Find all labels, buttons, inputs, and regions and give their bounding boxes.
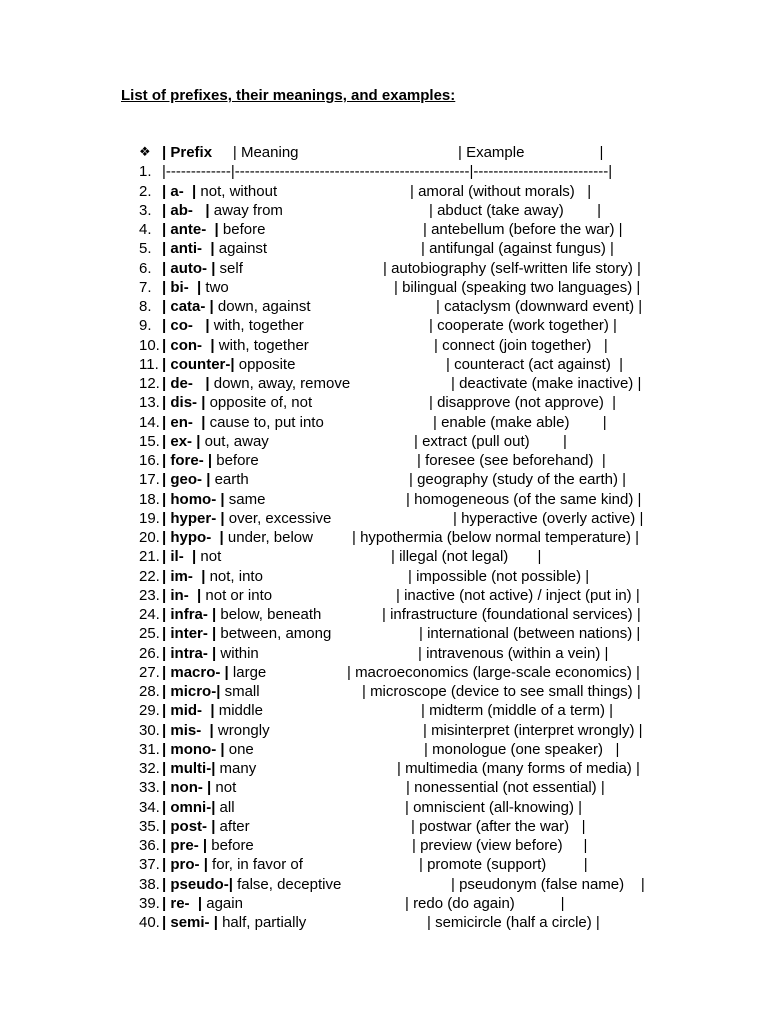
prefix-term: | pro- | bbox=[162, 856, 208, 874]
prefix-term: | intra- | bbox=[162, 644, 217, 662]
prefix-term: | dis- | bbox=[162, 394, 206, 412]
prefix-meaning bbox=[162, 759, 256, 778]
example-text: | misinterpret (interpret wrongly) | bbox=[423, 721, 643, 739]
header-prefix: | Prefix bbox=[162, 144, 213, 161]
row-number: 10. bbox=[139, 336, 160, 354]
meaning-text: between, among bbox=[216, 625, 332, 643]
prefix-meaning bbox=[162, 836, 254, 855]
row-number: 38. bbox=[139, 875, 160, 893]
meaning-text: down, away, remove bbox=[209, 375, 351, 392]
prefix-term: | pre- | bbox=[162, 837, 208, 854]
prefix-meaning bbox=[162, 586, 272, 605]
meaning-text: not, without bbox=[196, 182, 278, 200]
example-text: | enable (make able) | bbox=[433, 413, 607, 431]
row-number: 3. bbox=[139, 201, 152, 219]
meaning-text: with, together bbox=[209, 317, 304, 335]
example-text: | midterm (middle of a term) | bbox=[421, 702, 613, 720]
meaning-text: under, below bbox=[223, 529, 313, 546]
row-number: 25. bbox=[139, 625, 160, 643]
prefix-meaning bbox=[162, 894, 243, 913]
meaning-text: large bbox=[228, 663, 267, 681]
example-text: | amoral (without morals) | bbox=[410, 182, 592, 200]
prefix-meaning bbox=[162, 778, 236, 797]
meaning-text: two bbox=[201, 278, 229, 296]
meaning-text: against bbox=[214, 240, 268, 258]
list-item bbox=[0, 547, 768, 566]
list-item bbox=[0, 355, 768, 374]
list-item bbox=[0, 220, 768, 239]
meaning-text: one bbox=[224, 740, 254, 758]
list-item bbox=[0, 567, 768, 586]
prefix-meaning bbox=[162, 451, 259, 470]
list-item bbox=[0, 875, 768, 894]
separator-line: |-------------|-----------------------------------------------|---------------------------| bbox=[162, 163, 613, 181]
prefix-term: | ex- | bbox=[162, 432, 201, 450]
prefix-term: | fore- | bbox=[162, 452, 213, 469]
example-text: | international (between nations) | bbox=[419, 625, 641, 643]
list-item bbox=[0, 201, 768, 220]
list-item bbox=[0, 336, 768, 355]
prefix-term: | geo- | bbox=[162, 471, 211, 489]
list-item bbox=[0, 528, 768, 547]
prefix-term: | hyper- | bbox=[162, 509, 225, 527]
example-text: | extract (pull out) | bbox=[414, 432, 567, 450]
prefix-term: | in- | bbox=[162, 586, 202, 604]
meaning-text: self bbox=[215, 259, 243, 277]
example-text: | omniscient (all-knowing) | bbox=[405, 798, 583, 816]
prefix-list bbox=[0, 143, 768, 932]
prefix-term: | post- | bbox=[162, 817, 216, 835]
list-item bbox=[0, 239, 768, 258]
row-number: 30. bbox=[139, 721, 160, 739]
prefix-term: | ante- | bbox=[162, 221, 219, 238]
prefix-term: | auto- | bbox=[162, 259, 216, 277]
list-item bbox=[0, 701, 768, 720]
list-item bbox=[0, 913, 768, 932]
row-number: 8. bbox=[139, 298, 152, 315]
example-text: | antebellum (before the war) | bbox=[423, 221, 623, 238]
example-text: | illegal (not legal) | bbox=[391, 548, 542, 566]
example-text: | homogeneous (of the same kind) | bbox=[406, 490, 642, 508]
row-number: 18. bbox=[139, 490, 160, 508]
meaning-text: down, against bbox=[213, 298, 311, 315]
row-number: 32. bbox=[139, 760, 160, 777]
prefix-meaning bbox=[162, 855, 303, 874]
list-item bbox=[0, 740, 768, 759]
prefix-meaning bbox=[162, 798, 235, 817]
meaning-text: before bbox=[212, 452, 259, 469]
meaning-text: not bbox=[211, 779, 237, 797]
row-number: 11. bbox=[139, 355, 159, 373]
header-example: | Example | bbox=[458, 144, 604, 161]
prefix-term: | pseudo-| bbox=[162, 875, 233, 893]
list-item bbox=[0, 490, 768, 509]
example-text: | bilingual (speaking two languages) | bbox=[394, 278, 641, 296]
prefix-term: | de- | bbox=[162, 375, 210, 392]
row-number: 21. bbox=[139, 548, 160, 566]
prefix-term: | a- | bbox=[162, 182, 197, 200]
meaning-text: earth bbox=[210, 471, 249, 489]
example-text: | multimedia (many forms of media) | bbox=[397, 760, 640, 777]
meaning-text: false, deceptive bbox=[232, 875, 342, 893]
list-item bbox=[0, 624, 768, 643]
meaning-text: again bbox=[202, 894, 243, 912]
example-text: | foresee (see beforehand) | bbox=[417, 452, 606, 469]
list-item bbox=[0, 644, 768, 663]
example-text: | hyperactive (overly active) | bbox=[453, 509, 644, 527]
row-number: 15. bbox=[139, 432, 160, 450]
list-item bbox=[0, 374, 768, 393]
prefix-meaning bbox=[162, 374, 350, 393]
row-number: 12. bbox=[139, 375, 160, 392]
list-item bbox=[0, 509, 768, 528]
row-number: 40. bbox=[139, 914, 160, 931]
meaning-text: wrongly bbox=[213, 721, 270, 739]
prefix-meaning bbox=[162, 259, 243, 278]
prefix-meaning bbox=[162, 624, 331, 643]
prefix-term: | ab- | bbox=[162, 201, 210, 219]
list-item bbox=[0, 682, 768, 701]
prefix-meaning bbox=[162, 663, 266, 682]
list-item bbox=[0, 663, 768, 682]
prefix-meaning bbox=[162, 644, 259, 663]
header-meaning: | Meaning bbox=[212, 144, 299, 161]
row-number: 28. bbox=[139, 683, 160, 700]
meaning-text: below, beneath bbox=[216, 606, 322, 623]
row-number: 37. bbox=[139, 856, 160, 874]
row-number: 27. bbox=[139, 663, 160, 681]
row-number: 14. bbox=[139, 413, 160, 431]
row-number: 34. bbox=[139, 798, 160, 816]
prefix-meaning bbox=[162, 316, 304, 335]
example-text: | intravenous (within a vein) | bbox=[418, 644, 609, 662]
meaning-text: not or into bbox=[201, 586, 273, 604]
list-item bbox=[0, 278, 768, 297]
prefix-term: | inter- | bbox=[162, 625, 217, 643]
prefix-meaning bbox=[162, 567, 263, 586]
list-item bbox=[0, 721, 768, 740]
meaning-text: middle bbox=[214, 702, 263, 720]
prefix-term: | infra- | bbox=[162, 606, 217, 623]
prefix-term: | homo- | bbox=[162, 490, 225, 508]
example-text: | antifungal (against fungus) | bbox=[421, 240, 614, 258]
list-item bbox=[0, 451, 768, 470]
meaning-text: all bbox=[215, 798, 235, 816]
header-row bbox=[0, 143, 768, 162]
example-text: | deactivate (make inactive) | bbox=[451, 375, 642, 392]
prefix-meaning bbox=[162, 182, 277, 201]
meaning-text: cause to, put into bbox=[205, 413, 324, 431]
row-number: 7. bbox=[139, 278, 152, 296]
prefix-term: | cata- | bbox=[162, 298, 214, 315]
example-text: | counteract (act against) | bbox=[446, 355, 624, 373]
prefix-term: | counter-| bbox=[162, 355, 235, 373]
meaning-text: with, together bbox=[214, 336, 309, 354]
meaning-text: for, in favor of bbox=[207, 856, 303, 874]
example-text: | impossible (not possible) | bbox=[408, 567, 590, 585]
meaning-text: not bbox=[196, 548, 222, 566]
row-number: 31. bbox=[139, 740, 160, 758]
example-text: | promote (support) | bbox=[419, 856, 588, 874]
row-number: 20. bbox=[139, 529, 160, 546]
row-number: 17. bbox=[139, 471, 160, 489]
prefix-meaning bbox=[162, 297, 310, 316]
example-text: | semicircle (half a circle) | bbox=[427, 914, 600, 931]
prefix-meaning bbox=[162, 740, 254, 759]
prefix-meaning bbox=[162, 721, 270, 740]
row-number: 1. bbox=[139, 163, 152, 181]
example-text: | infrastructure (foundational services) | bbox=[382, 606, 641, 623]
list-item bbox=[0, 605, 768, 624]
list-item bbox=[0, 798, 768, 817]
list-item bbox=[0, 259, 768, 278]
row-number: 33. bbox=[139, 779, 160, 797]
example-text: | monologue (one speaker) | bbox=[424, 740, 620, 758]
row-number: 4. bbox=[139, 221, 152, 238]
prefix-term: | hypo- | bbox=[162, 529, 224, 546]
meaning-text: before bbox=[207, 837, 254, 854]
example-text: | inactive (not active) / inject (put in) | bbox=[396, 586, 640, 604]
meaning-text: opposite of, not bbox=[205, 394, 313, 412]
prefix-meaning bbox=[162, 355, 295, 374]
meaning-text: half, partially bbox=[217, 914, 307, 931]
meaning-text: before bbox=[218, 221, 266, 238]
row-number: 13. bbox=[139, 394, 160, 412]
row-number: 5. bbox=[139, 240, 152, 258]
prefix-meaning bbox=[162, 393, 312, 412]
prefix-term: | co- | bbox=[162, 317, 210, 335]
document-title: List of prefixes, their meanings, and examples: bbox=[121, 87, 456, 104]
meaning-text: away from bbox=[209, 201, 283, 219]
row-number: 36. bbox=[139, 837, 160, 854]
list-item bbox=[0, 894, 768, 913]
prefix-term: | multi-| bbox=[162, 760, 216, 777]
row-number: 6. bbox=[139, 259, 152, 277]
row-number: 23. bbox=[139, 586, 160, 604]
prefix-meaning bbox=[162, 220, 265, 239]
list-item bbox=[0, 778, 768, 797]
prefix-meaning bbox=[162, 278, 229, 297]
prefix-meaning bbox=[162, 528, 313, 547]
list-item bbox=[0, 586, 768, 605]
prefix-term: | mid- | bbox=[162, 702, 215, 720]
row-number: 22. bbox=[139, 567, 160, 585]
list-item bbox=[0, 470, 768, 489]
row-number: 9. bbox=[139, 317, 152, 335]
row-number: 26. bbox=[139, 644, 160, 662]
prefix-term: | re- | bbox=[162, 894, 203, 912]
prefix-term: | semi- | bbox=[162, 914, 218, 931]
example-text: | pseudonym (false name) | bbox=[451, 875, 645, 893]
diamond-bullet-icon: ❖ bbox=[139, 145, 151, 160]
example-text: | connect (join together) | bbox=[434, 336, 608, 354]
example-text: | geography (study of the earth) | bbox=[409, 471, 627, 489]
list-item bbox=[0, 836, 768, 855]
prefix-term: | mis- | bbox=[162, 721, 214, 739]
example-text: | cataclysm (downward event) | bbox=[436, 298, 643, 315]
example-text: | macroeconomics (large-scale economics) | bbox=[347, 663, 640, 681]
prefix-meaning bbox=[162, 413, 324, 432]
list-item bbox=[0, 413, 768, 432]
list-item bbox=[0, 297, 768, 316]
prefix-term: | anti- | bbox=[162, 240, 215, 258]
meaning-text: within bbox=[216, 644, 259, 662]
meaning-text: many bbox=[215, 760, 257, 777]
example-text: | postwar (after the war) | bbox=[411, 817, 586, 835]
prefix-meaning bbox=[162, 490, 265, 509]
row-number: 19. bbox=[139, 509, 160, 527]
row-number: 24. bbox=[139, 606, 160, 623]
list-item bbox=[0, 759, 768, 778]
row-number: 39. bbox=[139, 894, 160, 912]
prefix-meaning bbox=[162, 201, 283, 220]
prefix-meaning bbox=[162, 913, 306, 932]
list-item bbox=[0, 182, 768, 201]
example-text: | abduct (take away) | bbox=[429, 201, 602, 219]
prefix-meaning bbox=[162, 817, 250, 836]
example-text: | autobiography (self-written life story) | bbox=[383, 259, 641, 277]
prefix-term: | micro-| bbox=[162, 683, 221, 700]
prefix-meaning bbox=[162, 470, 249, 489]
prefix-term: | im- | bbox=[162, 567, 206, 585]
prefix-term: | con- | bbox=[162, 336, 215, 354]
prefix-meaning bbox=[162, 239, 267, 258]
row-number: 16. bbox=[139, 452, 160, 469]
list-item bbox=[0, 855, 768, 874]
prefix-meaning bbox=[162, 547, 221, 566]
meaning-text: small bbox=[220, 683, 260, 700]
meaning-text: after bbox=[215, 817, 250, 835]
meaning-text: out, away bbox=[200, 432, 269, 450]
meaning-text: opposite bbox=[234, 355, 296, 373]
prefix-meaning bbox=[162, 432, 269, 451]
example-text: | cooperate (work together) | bbox=[429, 317, 617, 335]
meaning-text: same bbox=[224, 490, 266, 508]
list-item bbox=[0, 432, 768, 451]
list-item bbox=[0, 316, 768, 335]
prefix-term: | il- | bbox=[162, 548, 197, 566]
prefix-term: | mono- | bbox=[162, 740, 225, 758]
example-text: | disapprove (not approve) | bbox=[429, 394, 617, 412]
prefix-meaning bbox=[162, 509, 331, 528]
example-text: | nonessential (not essential) | bbox=[406, 779, 605, 797]
prefix-meaning bbox=[162, 682, 260, 701]
example-text: | preview (view before) | bbox=[412, 837, 588, 854]
row-number: 2. bbox=[139, 182, 152, 200]
prefix-meaning bbox=[162, 875, 341, 894]
row-number: 29. bbox=[139, 702, 160, 720]
header-lead bbox=[162, 143, 299, 162]
example-text: | hypothermia (below normal temperature) | bbox=[352, 529, 640, 546]
meaning-text: not, into bbox=[205, 567, 263, 585]
prefix-term: | macro- | bbox=[162, 663, 229, 681]
prefix-term: | non- | bbox=[162, 779, 212, 797]
example-text: | microscope (device to see small things) | bbox=[362, 683, 641, 700]
example-text: | redo (do again) | bbox=[405, 894, 565, 912]
separator-row bbox=[0, 162, 768, 181]
prefix-meaning bbox=[162, 336, 309, 355]
prefix-meaning bbox=[162, 605, 321, 624]
prefix-term: | omni-| bbox=[162, 798, 216, 816]
prefix-term: | bi- | bbox=[162, 278, 202, 296]
list-item bbox=[0, 393, 768, 412]
meaning-text: over, excessive bbox=[224, 509, 332, 527]
prefix-meaning bbox=[162, 701, 263, 720]
prefix-term: | en- | bbox=[162, 413, 206, 431]
row-number: 35. bbox=[139, 817, 160, 835]
list-item bbox=[0, 817, 768, 836]
